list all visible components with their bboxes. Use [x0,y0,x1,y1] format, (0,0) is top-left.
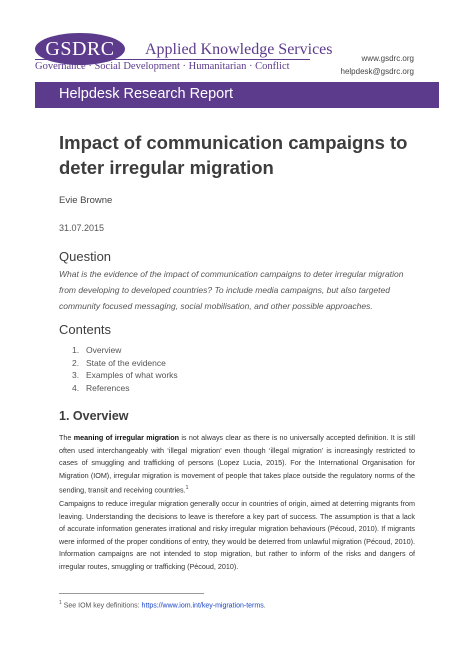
contact-info [341,52,415,78]
email-link[interactable]: helpdesk@gsdrc.org [340,67,414,76]
question-heading: Question [59,249,112,264]
toc-item-examples[interactable]: 3. Examples of what works [72,370,178,380]
overview-heading: 1. Overview [59,409,129,423]
toc-item-evidence[interactable]: 2. State of the evidence [72,357,166,368]
logo-text: GSDRC [45,37,115,60]
tagline-divider [35,59,310,60]
defined-term: meaning of irregular migration [73,433,179,442]
banner-label: Helpdesk Research Report [59,86,234,102]
contents-heading: Contents [59,322,112,337]
toc-item-references[interactable]: 4. References [72,382,130,393]
service-name: Applied Knowledge Services [145,41,333,58]
document-title: Impact of communication campaigns to deter irregular migration [59,132,408,178]
table-of-contents [72,344,178,394]
tagline: Governance · Social Development · Humanitarian · Conflict [35,61,290,72]
footnote-link[interactable]: https://www.iom.int/key-migration-terms [141,602,264,610]
report-type-banner [35,82,439,108]
toc-item-overview[interactable]: 1. Overview [72,345,122,355]
document-author: Evie Browne [59,195,113,206]
footnote: $^1$ See IOM key definitions: https://www.iom.int/key-migration-terms. [59,600,266,610]
footnote-ref[interactable]: 1 [185,485,189,491]
overview-paragraph-1: The meaning of irregular migration is not always clear as there is no universally accepted definition. It is still often used interchangeably with ‘illegal migration’ even though ‘illegal migration’ is increasingly restricted to cases of smuggling and trafficking of persons (Lopez Lucia, 2015). For the International Organisation for Migration (IOM), irregular migration is movement of people that takes place outside the regulatory norms of the sending, transit and receiving countries.$^1$ [59,433,416,495]
overview-paragraph-2: Campaigns to reduce irregular migration generally occur in countries of origin, aimed at deterring migrants from leaving. Understanding the decisions to leave is therefore a key part of success. The assumption is that a lack of accurate information generates irrational and risky irregular migration behaviours (Pécoud, 2010). If migrants were informed of the proper conditions of entry, they would be deterred from unlawful migration (Pécoud, 2010). Information campaigns are not intended to stop migration, but rather to inform of the risks and dangers of irregular routes, smuggling or trafficking (Pécoud, 2010). [59,499,415,571]
website-link[interactable]: www.gsdrc.org [361,54,414,63]
document-date: 31.07.2015 [59,223,105,233]
question-text: What is the evidence of the impact of communication campaigns to deter irregular migration from developing to developed countries? To include media campaigns, but also targeted community focused messaging, social mobilisation, and other possible approaches. [59,269,404,311]
footnote-divider [59,593,204,594]
